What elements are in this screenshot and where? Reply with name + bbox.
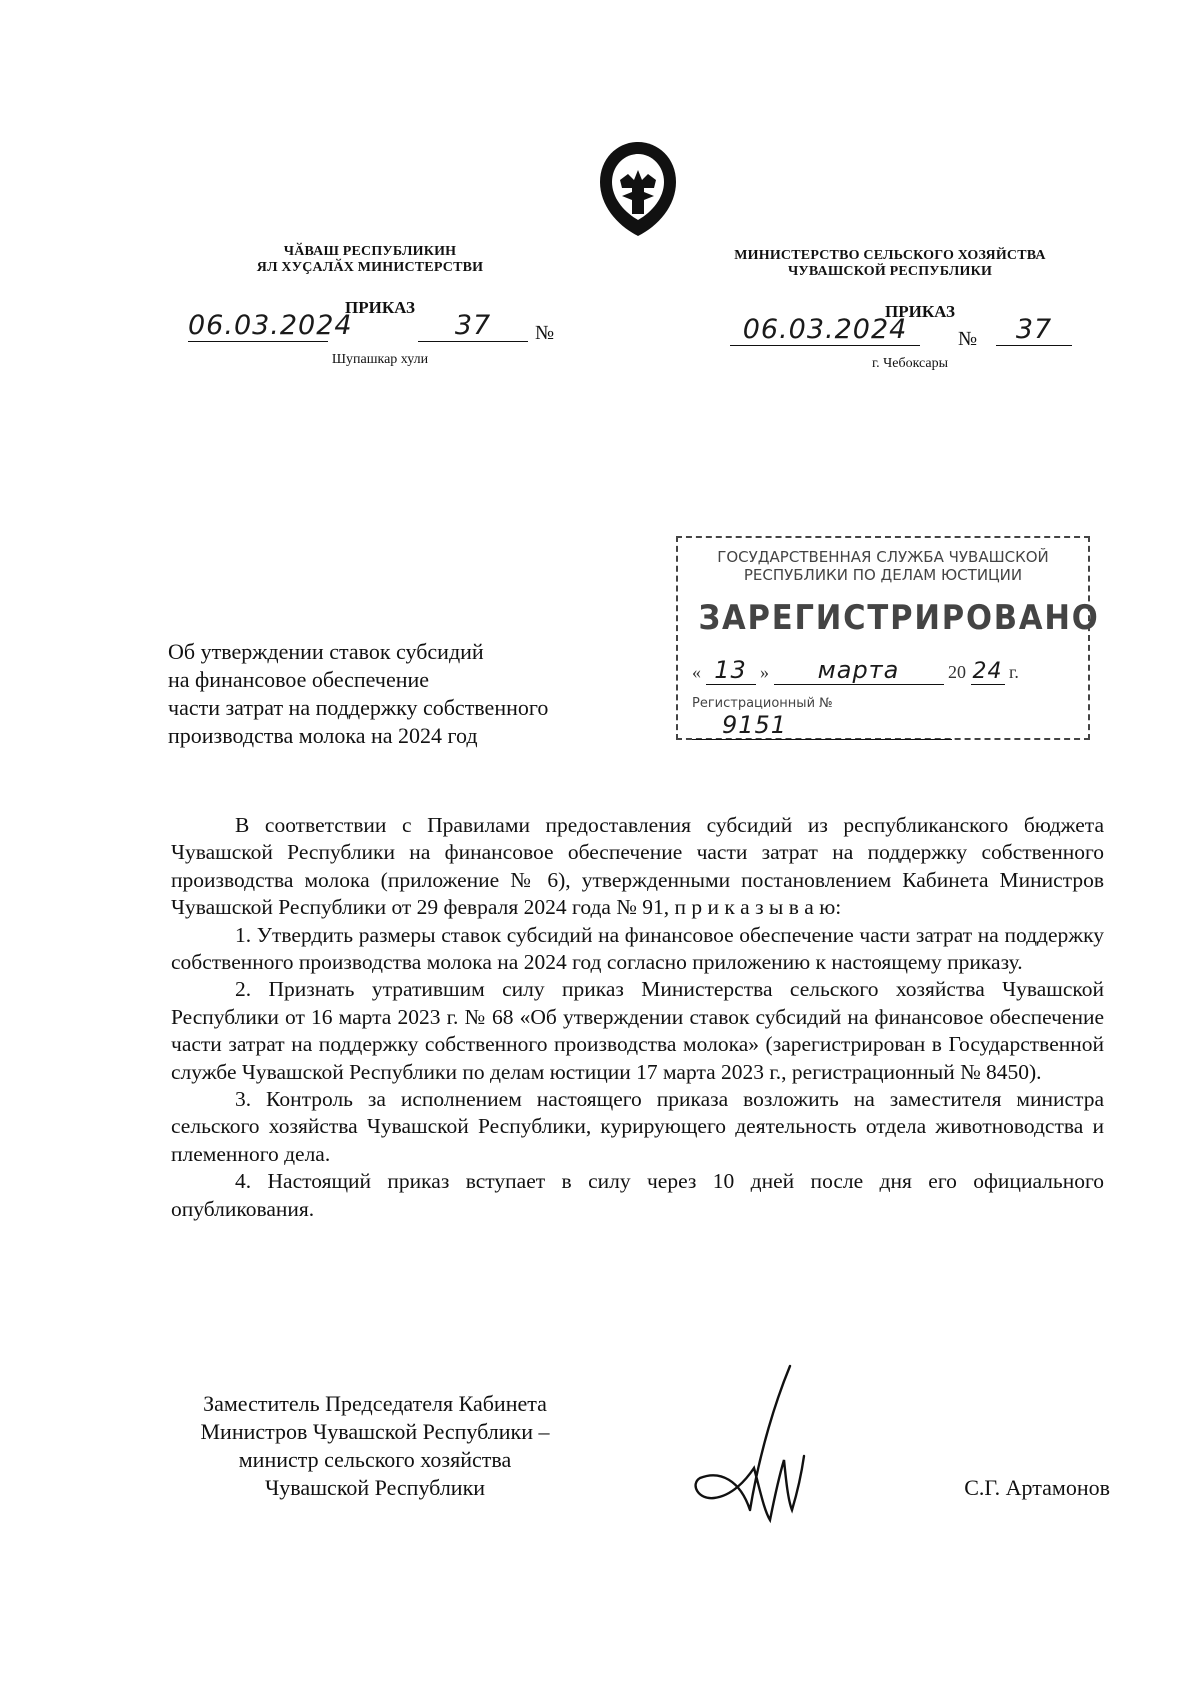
title-line2: на финансовое обеспечение bbox=[168, 667, 430, 692]
header-left-line2: ЯЛ ХУҪАЛӐХ МИНИСТЕРСТВИ bbox=[256, 260, 484, 275]
right-city: г. Чебоксары bbox=[871, 356, 949, 371]
left-number-handwritten: 37 bbox=[418, 310, 528, 342]
body-item-3: 3. Контроль за исполнением настоящего приказа возложить на заместителя министра сельского хозяйства Чувашской Республики, курирующего деятельность отдела животноводства и племенного дела. bbox=[171, 1087, 1104, 1166]
header-right-line1: МИНИСТЕРСТВО СЕЛЬСКОГО ХОЗЯЙСТВА bbox=[734, 248, 1046, 263]
header-left-line1: ЧӐВАШ РЕСПУБЛИКИН bbox=[283, 244, 457, 259]
stamp-reg-number: 9151 bbox=[692, 711, 952, 740]
order-word-right: ПРИКАЗ bbox=[885, 302, 955, 321]
right-number-handwritten: 37 bbox=[996, 314, 1072, 346]
signatory-name: С.Г. Артамонов bbox=[964, 1475, 1110, 1500]
header-right-line2: ЧУВАШСКОЙ РЕСПУБЛИКИ bbox=[787, 264, 993, 279]
title-line4: производства молока на 2024 год bbox=[168, 723, 478, 748]
left-city: Шупашкар хули bbox=[331, 352, 429, 367]
right-date-handwritten: 06.03.2024 bbox=[730, 314, 920, 346]
left-number-sign: № bbox=[535, 322, 555, 344]
signatory-line2: Министров Чувашской Республики – bbox=[200, 1419, 550, 1444]
stamp-year-suffix: 24 bbox=[972, 659, 1003, 684]
handwritten-signature bbox=[680, 1360, 840, 1530]
coat-of-arms-emblem bbox=[588, 140, 688, 240]
stamp-open-quote: « bbox=[692, 662, 701, 682]
stamp-line2: РЕСПУБЛИКИ ПО ДЕЛАМ ЮСТИЦИИ bbox=[743, 566, 1023, 584]
body-item-1: 1. Утвердить размеры ставок субсидий на финансовое обеспечение части затрат на поддержку собственного производства молока на 2024 год согласно приложению к настоящему приказу. bbox=[171, 922, 1104, 975]
registration-stamp bbox=[676, 536, 1100, 740]
stamp-month: марта bbox=[774, 656, 944, 685]
stamp-line1: ГОСУДАРСТВЕННАЯ СЛУЖБА ЧУВАШСКОЙ bbox=[717, 548, 1049, 566]
stamp-year-unit: г. bbox=[1009, 662, 1019, 682]
right-number-sign: № bbox=[958, 328, 978, 350]
title-line1: Об утверждении ставок субсидий bbox=[168, 639, 484, 664]
stamp-day: 13 bbox=[706, 656, 756, 685]
signatory-line3: министр сельского хозяйства bbox=[238, 1447, 512, 1472]
signatory-line1: Заместитель Председателя Кабинета bbox=[203, 1391, 547, 1416]
order-word-left: ПРИКАЗ bbox=[345, 298, 415, 317]
signatory-line4: Чувашской Республики bbox=[264, 1475, 486, 1500]
stamp-year-prefix: 20 bbox=[948, 662, 966, 682]
stamp-status: ЗАРЕГИСТРИРОВАНО bbox=[698, 598, 1100, 638]
body-item-4: 4. Настоящий приказ вступает в силу через 10 дней после дня его официального опубликования. bbox=[171, 1169, 1104, 1221]
stamp-reg-label: Регистрационный № bbox=[692, 696, 833, 711]
stamp-close-quote: » bbox=[760, 662, 769, 682]
title-line3: части затрат на поддержку собственного bbox=[168, 695, 549, 720]
body-item-2: 2. Признать утратившим силу приказ Министерства сельского хозяйства Чувашской Республики от 16 марта 2023 г. № 68 «Об утверждении ставок субсидий на финансовое обеспечение части затрат на поддержку собственного производства молока» (зарегистрирован в Государственной службе Чувашской Республики по делам юстиции 17 марта 2023 г., регистрационный № 8450). bbox=[171, 977, 1104, 1084]
order-body bbox=[171, 812, 1104, 1223]
body-intro: В соответствии с Правилами предоставления субсидий из республиканского бюджета Чувашской Республики на финансовое обеспечение части затрат на поддержку собственного производства молока (приложение № 6), утвержденными постановлением Кабинета Министров Чувашской Республики от 29 февраля 2024 года № 91, п р и к а з ы в а ю: bbox=[171, 813, 1104, 920]
left-date-handwritten: 06.03.2024 bbox=[188, 310, 353, 341]
order-title bbox=[168, 638, 648, 750]
signatory-position bbox=[160, 1390, 590, 1502]
